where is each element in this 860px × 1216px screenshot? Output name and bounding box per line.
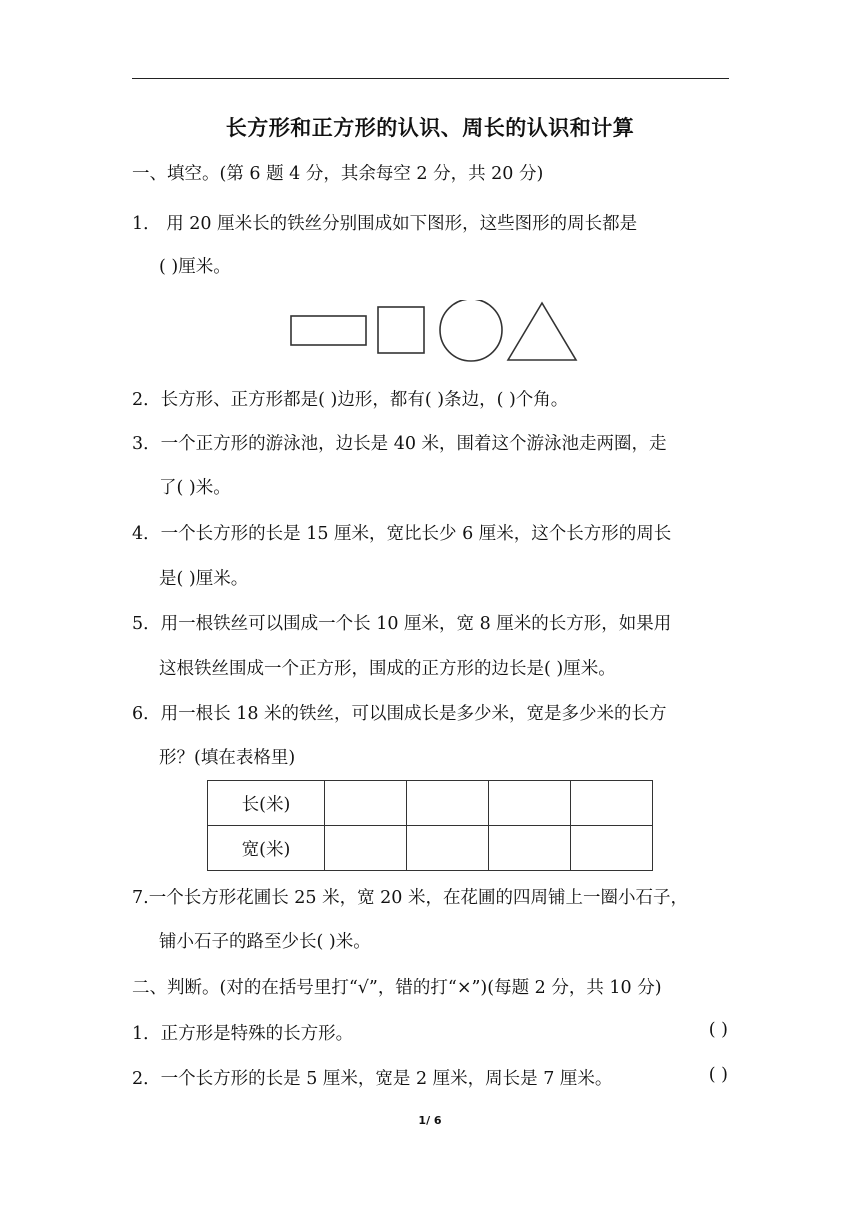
rectangle-shape <box>291 316 366 345</box>
q4-line2: 是( )厘米。 <box>159 569 249 589</box>
table-cell[interactable] <box>489 781 571 826</box>
table-cell[interactable] <box>489 826 571 871</box>
q5-line1: 5．用一根铁丝可以围成一个长 10 厘米，宽 8 厘米的长方形，如果用 <box>132 614 672 634</box>
q7-line1: 7.一个长方形花圃长 25 米，宽 20 米，在花圃的四周铺上一圈小石子， <box>132 888 688 908</box>
circle-shape <box>440 300 502 361</box>
table-row <box>208 826 653 871</box>
page-number: 1/ 6 <box>418 1114 442 1127</box>
q6-line2: 形？(填在表格里) <box>159 748 296 768</box>
table-row <box>208 781 653 826</box>
q5-line2: 这根铁丝围成一个正方形，围成的正方形的边长是( )厘米。 <box>159 659 616 679</box>
judge-q1-paren[interactable]: ( ) <box>708 1020 728 1040</box>
page-title: 长方形和正方形的认识、周长的认识和计算 <box>225 116 635 140</box>
table-cell[interactable] <box>325 781 407 826</box>
table-cell[interactable] <box>407 781 489 826</box>
judge-q2-paren[interactable]: ( ) <box>708 1065 728 1085</box>
q3-line1: 3．一个正方形的游泳池，边长是 40 米，围着这个游泳池走两圈，走 <box>132 434 667 454</box>
q6-line1: 6．用一根长 18 米的铁丝，可以围成长是多少米，宽是多少米的长方 <box>132 704 667 724</box>
q2-line1: 2．长方形、正方形都是( )边形，都有( )条边，( )个角。 <box>132 390 569 410</box>
square-shape <box>378 307 424 353</box>
table-row-label-length: 长(米) <box>208 781 325 826</box>
table-row-label-width: 宽(米) <box>208 826 325 871</box>
q7-line2: 铺小石子的路至少长( )米。 <box>159 932 371 952</box>
judge-q1-text: 1．正方形是特殊的长方形。 <box>132 1024 354 1044</box>
header-rule <box>132 78 729 79</box>
answer-table <box>207 780 653 871</box>
q4-line1: 4．一个长方形的长是 15 厘米，宽比长少 6 厘米，这个长方形的周长 <box>132 524 672 544</box>
shapes-figure <box>288 300 580 364</box>
table-cell[interactable] <box>571 781 653 826</box>
judge-q2-text: 2．一个长方形的长是 5 厘米，宽是 2 厘米，周长是 7 厘米。 <box>132 1069 613 1089</box>
section2-heading: 二、判断。(对的在括号里打“√”，错的打“×”)(每题 2 分，共 10 分) <box>132 978 662 998</box>
section1-heading: 一、填空。(第 6 题 4 分，其余每空 2 分，共 20 分) <box>132 164 544 184</box>
q3-line2: 了( )米。 <box>159 478 231 498</box>
table-cell[interactable] <box>325 826 407 871</box>
triangle-shape <box>508 303 576 360</box>
q1-line2: ( )厘米。 <box>159 257 231 277</box>
q1-line1: 1． 用 20 厘米长的铁丝分别围成如下图形，这些图形的周长都是 <box>132 214 638 234</box>
table-cell[interactable] <box>407 826 489 871</box>
table-cell[interactable] <box>571 826 653 871</box>
